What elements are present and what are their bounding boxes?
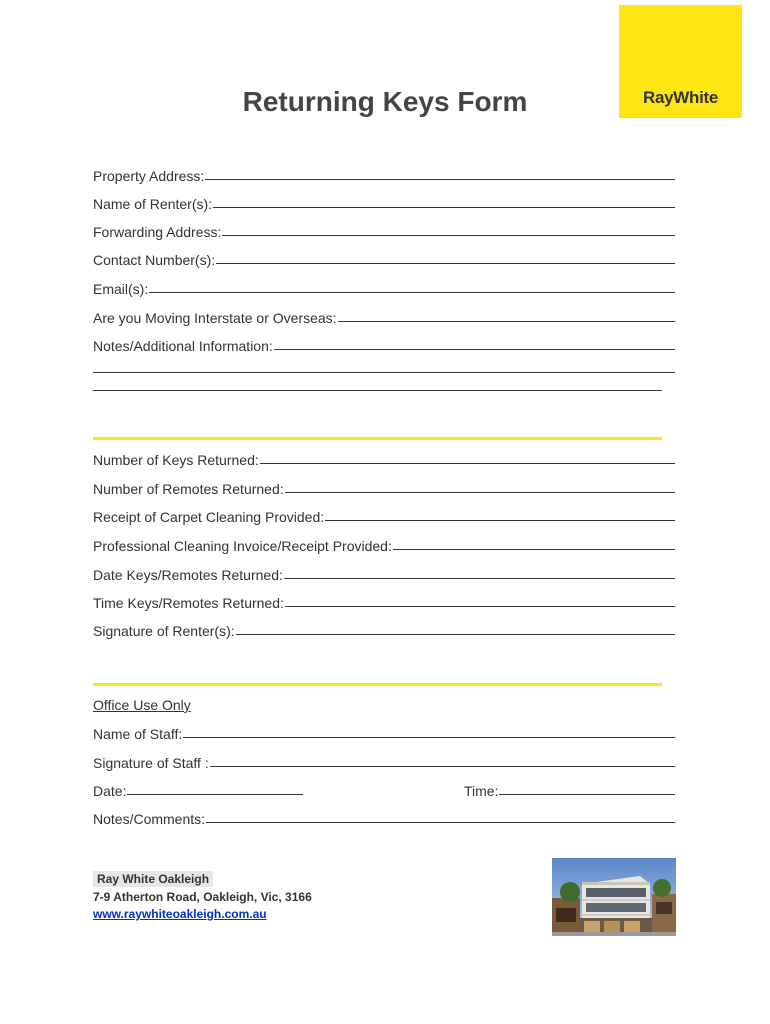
field-label: Are you Moving Interstate or Overseas: [93, 310, 337, 326]
input-line[interactable] [325, 520, 675, 521]
notes-continuation-line[interactable] [93, 372, 675, 373]
field-staff-signature[interactable] [93, 749, 675, 771]
office-name: Ray White Oakleigh [93, 871, 213, 887]
input-line[interactable] [222, 235, 675, 236]
field-notes[interactable] [93, 332, 675, 354]
field-label: Time Keys/Remotes Returned: [93, 595, 284, 611]
field-label: Email(s): [93, 281, 149, 297]
field-moving-interstate[interactable] [93, 304, 675, 326]
input-line[interactable] [216, 263, 675, 264]
office-website-link[interactable]: www.raywhiteoakleigh.com.au [93, 907, 267, 921]
field-label: Name of Staff: [93, 726, 183, 742]
input-line[interactable] [338, 321, 675, 322]
field-label: Number of Keys Returned: [93, 452, 259, 468]
logo-text: RayWhite [642, 88, 719, 107]
field-time-returned[interactable] [93, 589, 675, 611]
field-label: Number of Remotes Returned: [93, 481, 284, 497]
input-line[interactable] [205, 179, 675, 180]
field-label: Forwarding Address: [93, 224, 222, 240]
field-renter-name[interactable] [93, 190, 675, 212]
field-renter-signature[interactable] [93, 617, 675, 639]
input-line[interactable] [127, 794, 303, 795]
field-date-returned[interactable] [93, 561, 675, 583]
field-office-time[interactable] [464, 777, 675, 799]
field-office-notes[interactable] [93, 805, 675, 827]
office-building-photo [552, 858, 676, 936]
input-line[interactable] [183, 737, 675, 738]
office-use-heading: Office Use Only [93, 697, 191, 713]
input-line[interactable] [213, 207, 675, 208]
field-label: Signature of Staff : [93, 755, 209, 771]
field-label: Date: [93, 783, 127, 799]
field-property-address[interactable] [93, 162, 675, 184]
field-contact-number[interactable] [93, 246, 675, 268]
field-professional-cleaning[interactable] [93, 532, 675, 554]
section-divider [93, 683, 662, 686]
field-label: Notes/Comments: [93, 811, 206, 827]
field-label: Contact Number(s): [93, 252, 216, 268]
field-office-date[interactable] [93, 777, 303, 799]
input-line[interactable] [206, 822, 675, 823]
office-address: 7-9 Atherton Road, Oakleigh, Vic, 3166 [93, 890, 312, 904]
input-line[interactable] [149, 292, 675, 293]
input-line[interactable] [260, 463, 675, 464]
field-forwarding-address[interactable] [93, 218, 675, 240]
field-label: Date Keys/Remotes Returned: [93, 567, 283, 583]
input-line[interactable] [499, 794, 675, 795]
input-line[interactable] [393, 549, 675, 550]
input-line[interactable] [210, 766, 675, 767]
field-carpet-cleaning[interactable] [93, 503, 675, 525]
field-label: Signature of Renter(s): [93, 623, 235, 639]
section-divider [93, 437, 662, 440]
page-title: Returning Keys Form [242, 86, 528, 117]
field-email[interactable] [93, 275, 675, 297]
input-line[interactable] [236, 634, 675, 635]
field-label: Property Address: [93, 168, 205, 184]
input-line[interactable] [285, 606, 675, 607]
notes-continuation-line[interactable] [93, 390, 662, 391]
field-label: Receipt of Carpet Cleaning Provided: [93, 509, 325, 525]
field-label: Time: [464, 783, 499, 799]
input-line[interactable] [274, 349, 675, 350]
field-label: Notes/Additional Information: [93, 338, 273, 354]
input-line[interactable] [284, 578, 675, 579]
input-line[interactable] [285, 492, 675, 493]
field-remotes-returned[interactable] [93, 475, 675, 497]
field-keys-returned[interactable] [93, 446, 675, 468]
field-staff-name[interactable] [93, 720, 675, 742]
field-label: Name of Renter(s): [93, 196, 213, 212]
field-label: Professional Cleaning Invoice/Receipt Provided: [93, 538, 392, 554]
